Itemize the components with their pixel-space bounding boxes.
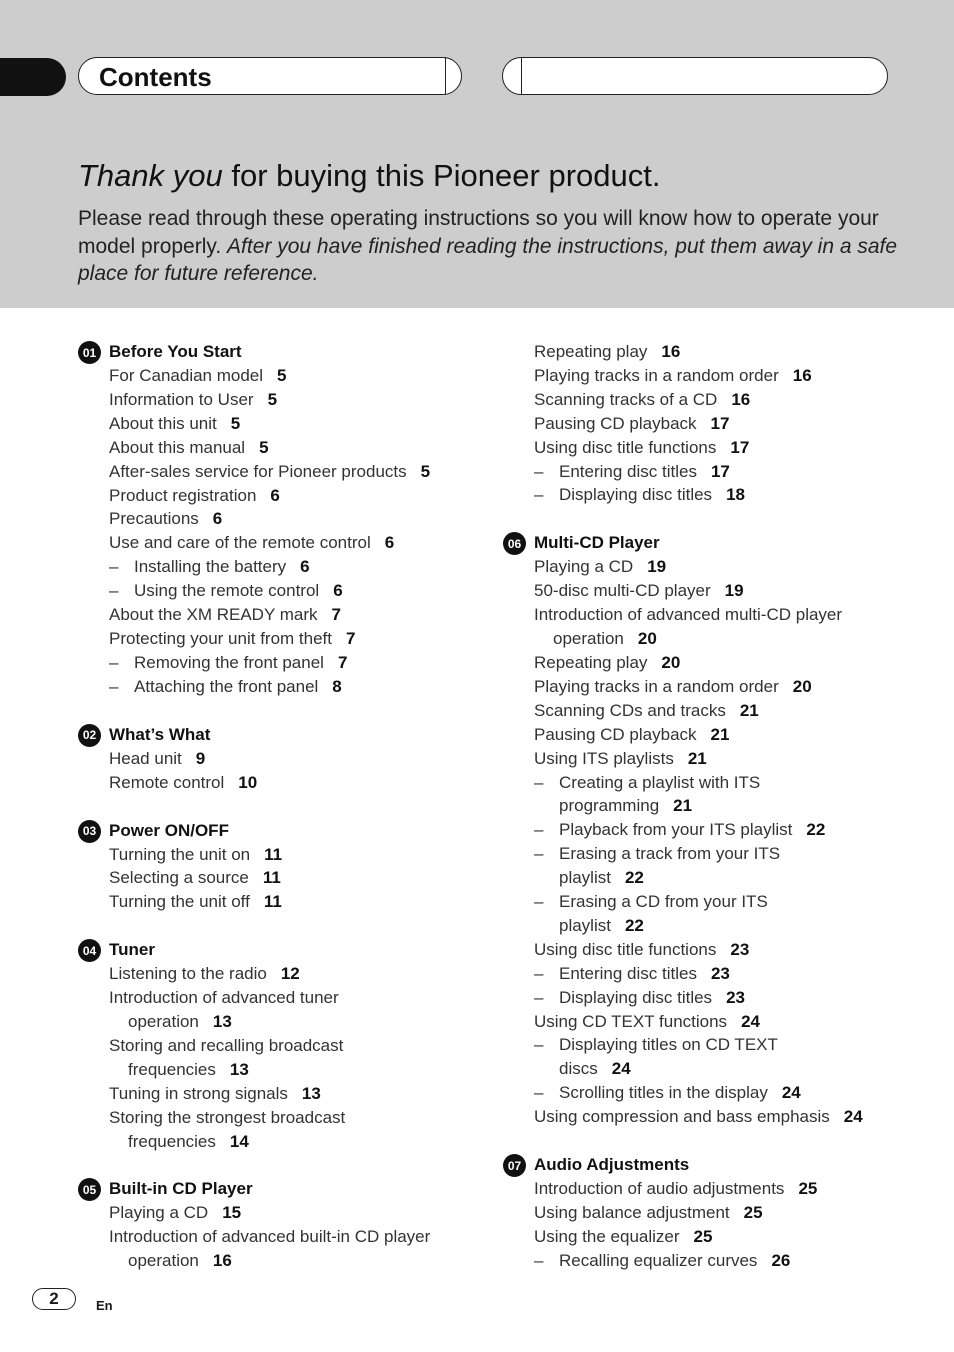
entry-page-number: 16 bbox=[792, 365, 812, 385]
entry-text: frequencies 13 bbox=[128, 1059, 249, 1079]
language-label: En bbox=[96, 1298, 113, 1313]
toc-subentry[interactable] bbox=[503, 818, 923, 842]
entry-text: Listening to the radio 12 bbox=[109, 964, 300, 984]
entry-page-number: 6 bbox=[212, 509, 223, 529]
section-title: Audio Adjustments bbox=[534, 1155, 690, 1175]
entry-page-number: 16 bbox=[212, 1251, 232, 1271]
toc-entry[interactable] bbox=[503, 651, 923, 675]
entry-page-number: 23 bbox=[710, 963, 730, 983]
entry-text: Remote control 10 bbox=[109, 772, 258, 792]
toc-subentry[interactable] bbox=[503, 890, 923, 938]
toc-subentry[interactable] bbox=[503, 1249, 923, 1273]
entry-text: After-sales service for Pioneer products 5 bbox=[109, 461, 431, 481]
toc-entry[interactable] bbox=[78, 412, 458, 436]
entry-text: For Canadian model 5 bbox=[109, 366, 287, 385]
headline-italic: Thank you bbox=[78, 158, 223, 193]
entry-page-number: 5 bbox=[277, 366, 287, 385]
entry-page-number: 6 bbox=[270, 485, 280, 505]
entry-text: Repeating play 20 bbox=[534, 652, 681, 672]
entry-page-number: 12 bbox=[280, 964, 300, 984]
entry-page-number: 24 bbox=[843, 1107, 863, 1127]
entry-text: Using balance adjustment 25 bbox=[534, 1203, 763, 1222]
toc-entry[interactable] bbox=[78, 1034, 458, 1082]
toc-subentry[interactable] bbox=[503, 1081, 923, 1105]
entry-text: Removing the front panel 7 bbox=[134, 652, 348, 672]
entry-text: Using ITS playlists 21 bbox=[534, 748, 707, 768]
section-title: Built-in CD Player bbox=[109, 1179, 253, 1199]
toc-entry[interactable] bbox=[78, 436, 458, 460]
toc-entry[interactable] bbox=[503, 1105, 923, 1129]
entry-page-number: 26 bbox=[771, 1250, 791, 1270]
entry-text: Protecting your unit from theft 7 bbox=[109, 628, 356, 648]
toc-entry[interactable] bbox=[78, 388, 458, 412]
dash-marker: – bbox=[534, 1250, 544, 1270]
toc-entry[interactable] bbox=[78, 1082, 458, 1106]
toc-subentry[interactable] bbox=[503, 962, 923, 986]
entry-text: Introduction of advanced multi-CD player bbox=[534, 605, 843, 625]
entry-text: About the XM READY mark 7 bbox=[109, 605, 341, 625]
section-heading[interactable] bbox=[503, 1153, 923, 1177]
entry-text: Tuning in strong signals 13 bbox=[109, 1083, 321, 1103]
dash-marker: – bbox=[534, 963, 544, 983]
dash-marker: – bbox=[534, 892, 544, 912]
entry-page-number: 22 bbox=[806, 820, 826, 840]
entry-text: Displaying disc titles 18 bbox=[559, 485, 745, 505]
page-title: Contents bbox=[99, 62, 212, 92]
entry-text: Using disc title functions 17 bbox=[534, 437, 750, 457]
entry-page-number: 6 bbox=[333, 581, 343, 601]
entry-page-number: 13 bbox=[212, 1012, 232, 1032]
dash-marker: – bbox=[109, 581, 119, 601]
toc-entry[interactable] bbox=[78, 531, 458, 555]
toc-entry[interactable] bbox=[78, 1201, 458, 1225]
toc-entry[interactable] bbox=[78, 890, 458, 914]
entry-text: Precautions 6 bbox=[109, 509, 223, 529]
toc-subentry[interactable] bbox=[503, 771, 923, 819]
entry-text: About this unit 5 bbox=[109, 413, 241, 433]
dash-marker: – bbox=[534, 1083, 544, 1103]
section-number-badge: 04 bbox=[78, 939, 101, 962]
thank-you-headline bbox=[78, 158, 938, 194]
toc-entry[interactable] bbox=[78, 843, 458, 867]
entry-page-number: 13 bbox=[301, 1083, 321, 1103]
toc-right-column bbox=[503, 340, 923, 1297]
toc-entry[interactable] bbox=[503, 340, 923, 364]
toc-entry[interactable] bbox=[78, 364, 458, 388]
intro-paragraph bbox=[78, 205, 908, 288]
entry-page-number: 25 bbox=[798, 1179, 818, 1199]
toc-section bbox=[503, 531, 923, 1129]
entry-page-number: 17 bbox=[710, 413, 730, 433]
section-heading[interactable] bbox=[78, 1177, 458, 1201]
section-title: What’s What bbox=[109, 724, 211, 744]
entry-text: Playback from your ITS playlist 22 bbox=[559, 820, 826, 840]
entry-text: Information to User 5 bbox=[109, 389, 278, 409]
entry-page-number: 13 bbox=[229, 1059, 249, 1079]
dash-marker: – bbox=[109, 652, 119, 672]
contents-title-box bbox=[78, 57, 462, 95]
toc-entry[interactable] bbox=[503, 555, 923, 579]
toc-entry[interactable] bbox=[503, 1010, 923, 1034]
entry-text: Using the equalizer 25 bbox=[534, 1226, 713, 1246]
toc-entry[interactable] bbox=[78, 507, 458, 531]
blank-box-divider bbox=[521, 57, 522, 95]
dash-marker: – bbox=[534, 844, 544, 864]
toc-section bbox=[78, 1177, 458, 1273]
entry-text: Erasing a track from your ITS bbox=[559, 844, 781, 864]
entry-page-number: 18 bbox=[726, 485, 745, 505]
dash-marker: – bbox=[534, 485, 544, 505]
toc-entry[interactable] bbox=[78, 603, 458, 627]
toc-entry[interactable] bbox=[78, 866, 458, 890]
toc-entry[interactable] bbox=[78, 460, 458, 484]
entry-text: Playing a CD 15 bbox=[109, 1203, 242, 1223]
dash-marker: – bbox=[109, 557, 119, 577]
entry-page-number: 19 bbox=[647, 557, 667, 577]
entry-text: Turning the unit on 11 bbox=[109, 844, 283, 864]
toc-entry[interactable] bbox=[503, 412, 923, 436]
entry-text: Playing tracks in a random order 20 bbox=[534, 676, 812, 696]
toc-subentry[interactable] bbox=[503, 986, 923, 1010]
toc-entry[interactable] bbox=[78, 771, 458, 795]
entry-page-number: 11 bbox=[263, 892, 282, 912]
entry-page-number: 24 bbox=[781, 1083, 801, 1103]
entry-text: Introduction of advanced tuner bbox=[109, 988, 339, 1008]
entry-text: Storing the strongest broadcast bbox=[109, 1107, 346, 1127]
headline-rest: for buying this Pioneer product. bbox=[222, 158, 661, 193]
toc-subentry[interactable] bbox=[78, 579, 458, 603]
toc-entry[interactable] bbox=[503, 364, 923, 388]
entry-text: Scrolling titles in the display 24 bbox=[559, 1083, 801, 1103]
entry-page-number: 8 bbox=[332, 676, 342, 696]
section-number-badge: 07 bbox=[503, 1154, 526, 1177]
entry-text: Storing and recalling broadcast bbox=[109, 1035, 344, 1055]
entry-text: Pausing CD playback 17 bbox=[534, 413, 730, 433]
entry-text: operation 13 bbox=[128, 1012, 232, 1032]
entry-page-number: 23 bbox=[730, 939, 750, 959]
section-title: Tuner bbox=[109, 940, 155, 960]
entry-text: Turning the unit off 11 bbox=[109, 892, 282, 912]
entry-page-number: 14 bbox=[229, 1131, 249, 1151]
toc-section-continuation bbox=[503, 340, 923, 507]
entry-text: playlist 22 bbox=[559, 915, 644, 935]
toc-entry[interactable] bbox=[78, 1225, 458, 1273]
entry-page-number: 9 bbox=[195, 748, 206, 768]
section-number-badge: 01 bbox=[78, 341, 101, 364]
toc-entry[interactable] bbox=[503, 747, 923, 771]
entry-text: Displaying titles on CD TEXT bbox=[559, 1035, 778, 1055]
entry-text: Use and care of the remote control 6 bbox=[109, 533, 395, 553]
entry-page-number: 17 bbox=[730, 437, 750, 457]
section-tab-marker bbox=[0, 58, 66, 96]
entry-page-number: 11 bbox=[262, 868, 281, 888]
entry-page-number: 21 bbox=[739, 700, 759, 720]
entry-page-number: 21 bbox=[710, 724, 730, 744]
entry-page-number: 19 bbox=[724, 581, 744, 601]
entry-page-number: 16 bbox=[731, 389, 751, 409]
entry-text: Scanning tracks of a CD 16 bbox=[534, 389, 751, 409]
intro-plain: Please read through these operating instructions so you will know how to operate your model properly. bbox=[78, 207, 879, 258]
entry-page-number: 11 bbox=[264, 844, 283, 864]
entry-page-number: 10 bbox=[238, 772, 258, 792]
entry-page-number: 5 bbox=[267, 389, 278, 409]
entry-text: playlist 22 bbox=[559, 868, 644, 888]
entry-page-number: 6 bbox=[384, 533, 395, 553]
section-title: Multi-CD Player bbox=[534, 533, 660, 553]
entry-text: Using disc title functions 23 bbox=[534, 939, 750, 959]
page-number: 2 bbox=[32, 1288, 76, 1310]
dash-marker: – bbox=[534, 772, 544, 792]
toc-subentry[interactable] bbox=[78, 651, 458, 675]
dash-marker: – bbox=[109, 676, 119, 696]
entry-page-number: 5 bbox=[259, 437, 269, 457]
entry-page-number: 21 bbox=[673, 796, 693, 816]
toc-section bbox=[78, 819, 458, 915]
entry-page-number: 21 bbox=[687, 748, 707, 768]
toc-entry[interactable] bbox=[503, 699, 923, 723]
toc-section bbox=[78, 340, 458, 699]
entry-text: frequencies 14 bbox=[128, 1131, 249, 1151]
toc-subentry[interactable] bbox=[503, 483, 923, 507]
section-heading[interactable] bbox=[78, 723, 458, 747]
entry-text: Using the remote control 6 bbox=[134, 581, 343, 601]
section-number-badge: 03 bbox=[78, 820, 101, 843]
entry-text: Playing a CD 19 bbox=[534, 557, 667, 577]
entry-text: Head unit 9 bbox=[109, 748, 206, 768]
toc-subentry[interactable] bbox=[503, 1033, 923, 1081]
entry-page-number: 7 bbox=[337, 652, 348, 672]
dash-marker: – bbox=[534, 987, 544, 1007]
blank-header-box bbox=[502, 57, 888, 95]
entry-text: Selecting a source 11 bbox=[109, 868, 281, 888]
dash-marker: – bbox=[534, 1035, 544, 1055]
toc-subentry[interactable] bbox=[503, 842, 923, 890]
toc-entry[interactable] bbox=[503, 1225, 923, 1249]
entry-page-number: 20 bbox=[637, 629, 657, 649]
entry-text: Erasing a CD from your ITS bbox=[559, 892, 768, 912]
entry-text: Product registration 6 bbox=[109, 485, 280, 505]
dash-marker: – bbox=[534, 820, 544, 840]
entry-page-number: 20 bbox=[661, 652, 681, 672]
toc-entry[interactable] bbox=[78, 962, 458, 986]
entry-page-number: 24 bbox=[741, 1011, 760, 1031]
entry-text: Scanning CDs and tracks 21 bbox=[534, 700, 759, 720]
entry-page-number: 23 bbox=[726, 987, 745, 1007]
entry-page-number: 16 bbox=[661, 342, 681, 361]
entry-page-number: 15 bbox=[222, 1203, 242, 1223]
entry-text: Repeating play 16 bbox=[534, 342, 681, 361]
entry-text: Attaching the front panel 8 bbox=[134, 676, 342, 696]
entry-text: Installing the battery 6 bbox=[134, 557, 310, 577]
entry-text: operation 16 bbox=[128, 1251, 232, 1271]
section-number-badge: 02 bbox=[78, 724, 101, 747]
toc-subentry[interactable] bbox=[78, 555, 458, 579]
toc-section bbox=[78, 723, 458, 795]
entry-text: discs 24 bbox=[559, 1059, 631, 1079]
entry-page-number: 20 bbox=[792, 676, 812, 696]
toc-entry[interactable] bbox=[503, 1201, 923, 1225]
section-number-badge: 06 bbox=[503, 532, 526, 555]
toc-entry[interactable] bbox=[503, 1177, 923, 1201]
toc-subentry[interactable] bbox=[78, 675, 458, 699]
toc-entry[interactable] bbox=[503, 675, 923, 699]
toc-entry[interactable] bbox=[78, 1106, 458, 1154]
toc-left-column bbox=[78, 340, 458, 1297]
section-heading[interactable] bbox=[78, 340, 458, 364]
toc-entry[interactable] bbox=[78, 747, 458, 771]
section-title: Power ON/OFF bbox=[109, 820, 229, 840]
section-title: Before You Start bbox=[109, 342, 242, 361]
entry-text: programming 21 bbox=[559, 796, 693, 816]
entry-text: Using CD TEXT functions 24 bbox=[534, 1011, 760, 1031]
entry-text: Pausing CD playback 21 bbox=[534, 724, 730, 744]
entry-text: Using compression and bass emphasis 24 bbox=[534, 1107, 863, 1127]
section-number-badge: 05 bbox=[78, 1178, 101, 1201]
toc-entry[interactable] bbox=[503, 723, 923, 747]
entry-text: Entering disc titles 17 bbox=[559, 461, 730, 481]
toc-entry[interactable] bbox=[78, 484, 458, 508]
entry-text: Recalling equalizer curves 26 bbox=[559, 1250, 791, 1270]
toc-entry[interactable] bbox=[503, 579, 923, 603]
entry-text: Introduction of advanced built-in CD player bbox=[109, 1227, 431, 1247]
entry-page-number: 17 bbox=[710, 461, 730, 481]
entry-text: operation 20 bbox=[553, 629, 657, 649]
entry-page-number: 22 bbox=[624, 915, 644, 935]
entry-text: Entering disc titles 23 bbox=[559, 963, 730, 983]
entry-text: Creating a playlist with ITS bbox=[559, 772, 761, 792]
toc-entry[interactable] bbox=[78, 627, 458, 651]
title-box-divider bbox=[445, 57, 446, 95]
entry-page-number: 7 bbox=[346, 628, 356, 648]
toc-subentry[interactable] bbox=[503, 460, 923, 484]
intro-italic: After you have finished reading the instructions, put them away in a safe place for future reference. bbox=[78, 234, 898, 285]
toc-entry[interactable] bbox=[503, 388, 923, 412]
section-heading[interactable] bbox=[78, 819, 458, 843]
toc-entry[interactable] bbox=[503, 938, 923, 962]
entry-page-number: 24 bbox=[611, 1059, 631, 1079]
entry-text: Playing tracks in a random order 16 bbox=[534, 365, 812, 385]
section-heading[interactable] bbox=[78, 938, 458, 962]
entry-page-number: 7 bbox=[331, 605, 341, 625]
entry-text: Displaying disc titles 23 bbox=[559, 987, 745, 1007]
toc-entry[interactable] bbox=[78, 986, 458, 1034]
toc-section bbox=[78, 938, 458, 1153]
entry-page-number: 25 bbox=[693, 1226, 713, 1246]
toc-section bbox=[503, 1153, 923, 1273]
entry-page-number: 25 bbox=[743, 1203, 763, 1222]
toc-entry[interactable] bbox=[503, 603, 923, 651]
section-heading[interactable] bbox=[503, 531, 923, 555]
entry-page-number: 5 bbox=[420, 461, 431, 481]
dash-marker: – bbox=[534, 461, 544, 481]
entry-page-number: 5 bbox=[230, 413, 241, 433]
entry-page-number: 22 bbox=[624, 868, 644, 888]
entry-text: Introduction of audio adjustments 25 bbox=[534, 1179, 818, 1199]
entry-text: About this manual 5 bbox=[109, 437, 269, 457]
entry-text: 50-disc multi-CD player 19 bbox=[534, 581, 744, 601]
toc-entry[interactable] bbox=[503, 436, 923, 460]
entry-page-number: 6 bbox=[300, 557, 310, 577]
